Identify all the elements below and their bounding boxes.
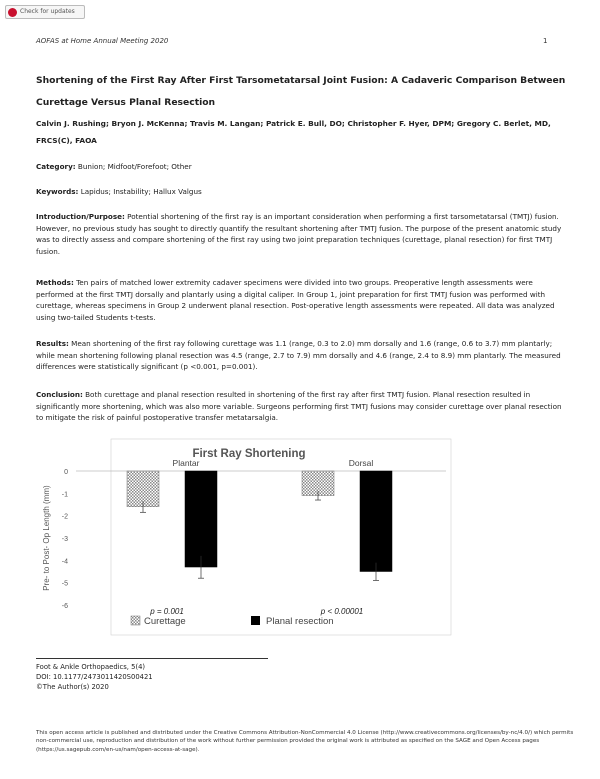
methods-text: Ten pairs of matched lower extremity cadaver specimens were divided into two groups. Preoperative length assessments were performed at the first TMTJ dorsally and plantarly using a digital caliper. In Group 1, joint preparation for first TMTJ fusion was performed with curettage, whereas specimens in Group 2 underwent planal resection. Post-operative length assessments were repeated. All data was analyzed using two-tailed Students t-tests. xyxy=(36,278,555,322)
introduction-text: Potential shortening of the first ray is an important consideration when performing a first tarsometatarsal (TMTJ) fusion. However, no previous study has sought to directly quantify the resultant shortening after TMTJ fusion. The purpose of the present anatomic study was to directly assess and compare shortening of the first ray using two joint preparation techniques (curettage, planal resection) for first TMTJ fusion. xyxy=(36,212,562,256)
legend-swatch-curettage xyxy=(131,616,140,625)
category-label: Dorsal xyxy=(348,458,374,468)
category-label: Category: xyxy=(36,162,76,171)
results-text: Mean shortening of the first ray following curettage was 1.1 (range, 0.3 to 2.0) mm dorsally and 1.6 (range, 0.6 to 3.7) mm plantarly; while mean shortening following planal resection was 4.5 (range, 2.7 to 7.9) mm dorsally and 4.6 (range, 2.4 to 8.9) mm plantarly. The measured differences were statistically significant (p <0.001, p=0.001). xyxy=(36,339,561,372)
y-tick-label: 0 xyxy=(64,469,68,476)
running-header-journal: AOFAS at Home Annual Meeting 2020 xyxy=(36,37,169,45)
category-text: Bunion; Midfoot/Forefoot; Other xyxy=(75,162,192,171)
chart-title: First Ray Shortening xyxy=(192,448,306,460)
bar-planal-resection xyxy=(185,471,217,567)
y-tick-label: -5 xyxy=(61,580,68,588)
license-statement: This open access article is published and distributed under the Creative Commons Attribution-NonCommercial 4.0 License (http://www.creativecommons.org/licenses/by-nc/4.0/) which permits non-commercial use, reproduction and distribution of the work without further permission provided the original work is attributed as specified on the SAGE and Open Access pages (https://us.sagepub.com/en-us/nam/open-access-at-sage). xyxy=(36,730,574,753)
results-paragraph xyxy=(36,338,566,373)
footer-doi: DOI: 10.1177/2473011420S00421 xyxy=(36,672,153,681)
introduction-paragraph xyxy=(36,211,566,257)
legend-label-curettage: Curettage xyxy=(144,616,186,627)
check-for-updates-label: Check for updates xyxy=(20,8,75,15)
keywords-label: Keywords: xyxy=(36,187,79,196)
methods-label: Methods: xyxy=(36,278,74,287)
y-axis-label: Pre- to Post- Op Length (mm) xyxy=(42,485,51,591)
p-value-label: p = 0.001 xyxy=(150,607,184,616)
y-tick-label: -3 xyxy=(61,536,68,543)
author-list: Calvin J. Rushing; Bryon J. McKenna; Travis M. Langan; Patrick E. Bull, DO; Christopher F. Hyer, DPM; Gregory C. Berlet, MD, FRCS(C), FAOA xyxy=(36,119,551,145)
bar-chart xyxy=(36,437,581,637)
bar-planal-resection xyxy=(360,471,392,572)
footer-copyright: ©The Author(s) 2020 xyxy=(36,682,109,691)
chart-frame xyxy=(111,439,451,635)
p-value-label: p < 0.00001 xyxy=(320,607,364,616)
category-line xyxy=(36,161,566,173)
keywords-text: Lapidus; Instability; Hallux Valgus xyxy=(78,187,202,196)
y-tick-label: -2 xyxy=(61,513,68,521)
methods-paragraph xyxy=(36,277,566,323)
category-label: Plantar xyxy=(172,458,200,468)
check-for-updates-badge[interactable] xyxy=(5,5,85,19)
footer-journal: Foot & Ankle Orthopaedics, 5(4) xyxy=(36,663,146,671)
footer-divider xyxy=(36,658,268,659)
y-tick-label: -1 xyxy=(61,491,68,499)
paper-title: Shortening of the First Ray After First Tarsometatarsal Joint Fusion: A Cadaveric Comparison Between Curettage Versus Planal Resection xyxy=(36,75,566,108)
introduction-label: Introduction/Purpose: xyxy=(36,212,125,221)
results-label: Results: xyxy=(36,339,69,348)
page-number: 1 xyxy=(543,37,548,45)
conclusion-label: Conclusion: xyxy=(36,390,83,399)
conclusion-paragraph xyxy=(36,389,566,424)
y-tick-label: -4 xyxy=(61,558,68,566)
updates-icon xyxy=(8,8,17,17)
legend-label-planal-resection: Planal resection xyxy=(266,616,334,627)
footer-citation xyxy=(36,663,153,692)
conclusion-text: Both curettage and planal resection resulted in shortening of the first ray after first TMTJ fusion. Planal resection resulted in significantly more shortening, which was also more variable. Surgeons performing first TMTJ fusions may consider curettage over planal resection to mitigate the risk of painful postoperative transfer metatarsalgia. xyxy=(36,390,562,423)
keywords-line xyxy=(36,186,566,198)
legend-swatch-planal-resection xyxy=(251,616,260,625)
figure-first-ray-shortening xyxy=(36,437,581,637)
y-tick-label: -6 xyxy=(61,603,68,610)
